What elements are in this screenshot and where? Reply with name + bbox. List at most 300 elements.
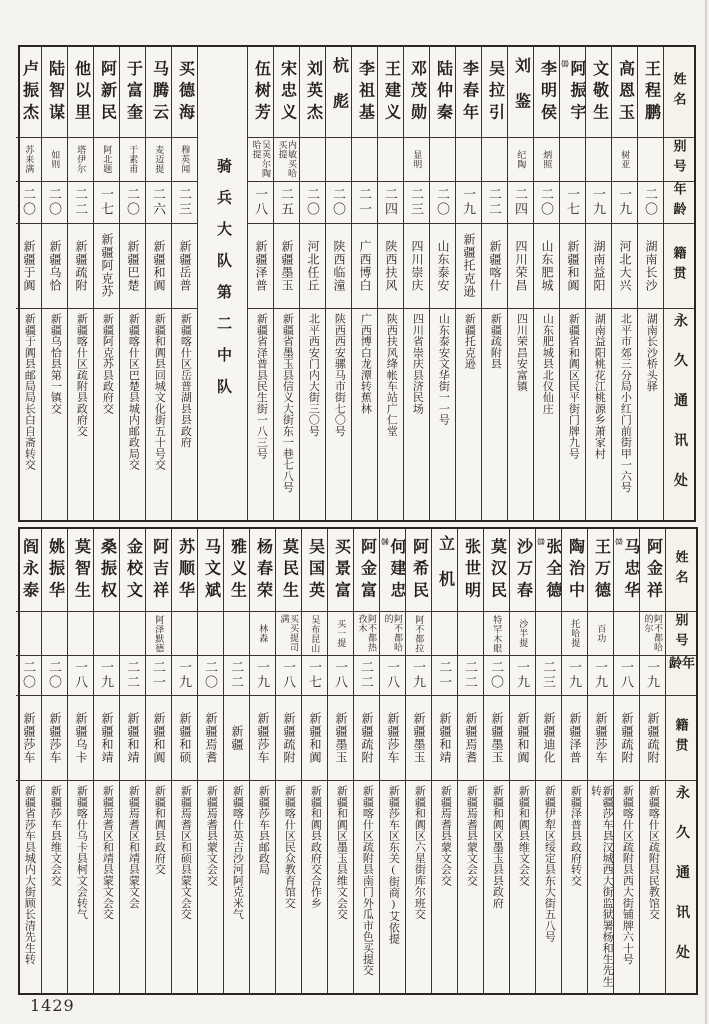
person-address: 新疆和阗区六星街库尔班交 bbox=[413, 784, 426, 920]
person-alias: 林森 bbox=[258, 624, 269, 644]
native-place-cell bbox=[560, 224, 585, 309]
name-cell bbox=[536, 529, 561, 612]
person-name: 阿新民 bbox=[98, 59, 116, 125]
person-age: 二〇 bbox=[125, 187, 140, 218]
alias-cell bbox=[404, 138, 429, 182]
name-cell bbox=[248, 47, 273, 138]
person-native-place: 河北任丘 bbox=[305, 239, 320, 292]
alias-cell bbox=[248, 138, 273, 182]
person-alias: 穆英闻 bbox=[180, 145, 191, 174]
person-name: 他以里 bbox=[72, 59, 90, 125]
native-place-cell bbox=[326, 224, 351, 309]
person-name: 买景富 bbox=[332, 537, 350, 603]
alias-cell bbox=[458, 612, 483, 656]
roster-column bbox=[198, 529, 224, 993]
roster-column bbox=[640, 529, 666, 993]
person-age: 二六 bbox=[151, 187, 166, 218]
name-cell bbox=[250, 529, 275, 612]
person-address: 新疆和阗县政府交 bbox=[153, 784, 166, 875]
roster-column bbox=[406, 529, 432, 993]
native-place-cell bbox=[562, 696, 587, 781]
person-native-place: 山东泰安 bbox=[435, 239, 450, 292]
name-cell bbox=[510, 529, 535, 612]
person-name: 马腾云 bbox=[150, 59, 168, 125]
address-cell bbox=[172, 309, 197, 520]
age-cell bbox=[326, 182, 351, 224]
name-cell bbox=[42, 47, 67, 138]
person-age: 一八 bbox=[385, 660, 400, 691]
roster-column bbox=[146, 529, 172, 993]
person-native-place: 新疆和靖 bbox=[99, 711, 114, 764]
person-alias: 托哈提 bbox=[570, 619, 581, 648]
alias-cell bbox=[274, 138, 299, 182]
person-native-place: 新疆莎车 bbox=[21, 711, 36, 764]
age-cell bbox=[432, 656, 457, 696]
header-address-cell bbox=[664, 309, 694, 520]
person-name: 张世明 bbox=[462, 537, 480, 603]
person-age: 二〇 bbox=[331, 187, 346, 218]
age-cell bbox=[638, 182, 663, 224]
person-address: 新疆疏附县 bbox=[489, 312, 502, 369]
address-cell bbox=[274, 309, 299, 520]
header-alias-label: 别号 bbox=[671, 139, 687, 180]
person-name: 何建忠 ⒁ bbox=[381, 537, 405, 603]
person-name: 吴拉引 bbox=[486, 59, 504, 125]
age-cell bbox=[302, 656, 327, 696]
address-cell bbox=[16, 309, 41, 520]
person-address: 新疆和阗县维文会交 bbox=[517, 784, 530, 886]
address-cell bbox=[16, 781, 41, 993]
native-place-cell bbox=[16, 224, 41, 309]
address-cell bbox=[352, 309, 377, 520]
header-alias-cell bbox=[666, 612, 696, 656]
native-place-cell bbox=[276, 696, 301, 781]
alias-cell bbox=[560, 138, 585, 182]
person-name: 莫智生 bbox=[72, 537, 90, 603]
address-cell bbox=[172, 781, 197, 993]
alias-cell bbox=[120, 612, 145, 656]
person-age: 一九 bbox=[645, 660, 660, 691]
age-cell bbox=[42, 656, 67, 696]
person-name: 阿金祥 bbox=[644, 537, 662, 603]
name-cell bbox=[68, 529, 93, 612]
person-alias: 沙半提 bbox=[518, 619, 529, 648]
address-cell bbox=[120, 309, 145, 520]
native-place-cell bbox=[68, 696, 93, 781]
alias-cell bbox=[456, 138, 481, 182]
person-name: 阿振宇 ⑾ bbox=[561, 59, 585, 125]
alias-cell bbox=[354, 612, 379, 656]
native-place-cell bbox=[248, 224, 273, 309]
alias-cell bbox=[508, 138, 533, 182]
person-address: 陕西扶风绛帐车站广仁堂 bbox=[385, 312, 398, 437]
person-native-place: 新疆和阗 bbox=[565, 239, 580, 292]
person-name: 马文斌 bbox=[202, 537, 220, 603]
alias-cell bbox=[534, 138, 559, 182]
address-cell bbox=[326, 309, 351, 520]
name-cell bbox=[16, 47, 41, 138]
person-address: 新疆托克逊 bbox=[463, 312, 476, 369]
name-cell bbox=[508, 47, 533, 138]
age-cell bbox=[534, 182, 559, 224]
header-age-label: 年龄 bbox=[667, 655, 695, 677]
person-native-place: 新疆泽普 bbox=[567, 711, 582, 764]
header-address-label: 永久通讯处 bbox=[674, 784, 689, 985]
person-native-place: 新疆和阗 bbox=[515, 711, 530, 764]
person-name: 沙万春 bbox=[514, 537, 532, 603]
column-headers bbox=[664, 47, 694, 520]
name-cell bbox=[146, 47, 171, 138]
header-native-label: 籍贯 bbox=[671, 245, 687, 286]
person-age: 一九 bbox=[461, 187, 476, 218]
native-place-cell bbox=[510, 696, 535, 781]
person-native-place: 山东肥城 bbox=[539, 239, 554, 292]
header-age-label: 年龄 bbox=[671, 182, 687, 223]
native-place-cell bbox=[378, 224, 403, 309]
person-name: 雅义生 bbox=[228, 537, 246, 603]
person-native-place: 湖南长沙 bbox=[643, 239, 658, 292]
person-age: 二二 bbox=[125, 660, 140, 691]
age-cell bbox=[352, 182, 377, 224]
roster-column bbox=[94, 47, 120, 520]
roster-column bbox=[482, 47, 508, 520]
person-native-place: 新疆墨玉 bbox=[489, 711, 504, 764]
alias-cell bbox=[94, 138, 119, 182]
person-native-place: 新疆墨玉 bbox=[333, 711, 348, 764]
person-age: 一九 bbox=[591, 187, 606, 218]
roster-column bbox=[508, 47, 534, 520]
age-cell bbox=[406, 656, 431, 696]
age-cell bbox=[42, 182, 67, 224]
person-age: 二二 bbox=[229, 660, 244, 691]
person-native-place: 广西博白 bbox=[357, 239, 372, 292]
age-cell bbox=[198, 656, 223, 696]
roster-column bbox=[274, 47, 300, 520]
native-place-cell bbox=[42, 224, 67, 309]
person-age: 二〇 bbox=[643, 187, 658, 218]
name-cell bbox=[172, 47, 197, 138]
person-address: 新疆焉耆县蒙文会交 bbox=[439, 784, 452, 886]
native-place-cell bbox=[534, 224, 559, 309]
person-alias: 吴布昆山 bbox=[310, 614, 321, 653]
person-native-place: 新疆焉耆 bbox=[203, 711, 218, 764]
header-age-cell bbox=[664, 182, 694, 224]
age-cell bbox=[328, 656, 353, 696]
person-native-place: 新疆和阗 bbox=[307, 711, 322, 764]
person-age: 二〇 bbox=[21, 187, 36, 218]
person-address: 湖南益阳桃花江桃源乡萧家村 bbox=[593, 312, 606, 459]
person-address: 新疆喀什区民众教育馆交 bbox=[283, 784, 296, 909]
name-cell bbox=[456, 47, 481, 138]
address-cell bbox=[586, 309, 611, 520]
person-alias: 内敏买哈买提 bbox=[277, 139, 297, 178]
age-cell bbox=[484, 656, 509, 696]
age-cell bbox=[404, 182, 429, 224]
age-cell bbox=[640, 656, 665, 696]
address-cell bbox=[378, 309, 403, 520]
address-cell bbox=[302, 781, 327, 993]
roster-column bbox=[248, 47, 274, 520]
person-address: 新疆省墨玉县信义大街东一巷七八号 bbox=[281, 312, 294, 493]
person-alias: 显明 bbox=[412, 150, 423, 169]
age-cell bbox=[588, 656, 613, 696]
name-cell bbox=[640, 529, 665, 612]
native-place-cell bbox=[458, 696, 483, 781]
alias-cell bbox=[302, 612, 327, 656]
name-cell bbox=[586, 47, 611, 138]
header-name-label: 姓名 bbox=[673, 549, 689, 591]
address-cell bbox=[198, 781, 223, 993]
alias-cell bbox=[146, 138, 171, 182]
person-native-place: 新疆阿克苏 bbox=[99, 233, 114, 299]
person-native-place: 四川崇庆 bbox=[409, 239, 424, 292]
age-cell bbox=[536, 656, 561, 696]
person-age: 二二 bbox=[73, 187, 88, 218]
person-age: 一九 bbox=[593, 660, 608, 691]
roster-column bbox=[432, 529, 458, 993]
name-cell bbox=[328, 529, 353, 612]
address-cell bbox=[68, 309, 93, 520]
roster-column bbox=[484, 529, 510, 993]
name-cell bbox=[120, 47, 145, 138]
name-cell bbox=[172, 529, 197, 612]
person-address: 新疆焉耆县蒙文会交 bbox=[465, 784, 478, 886]
person-name: 王万德 bbox=[592, 537, 610, 603]
name-cell bbox=[326, 47, 351, 138]
person-age: 一九 bbox=[617, 187, 632, 218]
person-age: 二一 bbox=[151, 660, 166, 691]
address-cell bbox=[432, 781, 457, 993]
address-cell bbox=[536, 781, 561, 993]
person-alias: 麦迈提 bbox=[154, 145, 165, 174]
roster-column bbox=[510, 529, 536, 993]
person-native-place: 新疆莎车 bbox=[385, 711, 400, 764]
native-place-cell bbox=[172, 224, 197, 309]
age-cell bbox=[586, 182, 611, 224]
native-place-cell bbox=[588, 696, 613, 781]
person-address: 新疆喀什区疏附县政府交 bbox=[75, 312, 88, 437]
person-native-place: 新疆和阗 bbox=[151, 239, 166, 292]
name-cell bbox=[302, 529, 327, 612]
roster-column bbox=[68, 529, 94, 993]
alias-cell bbox=[588, 612, 613, 656]
address-cell bbox=[456, 309, 481, 520]
person-address: 山东泰安文华街一一号 bbox=[437, 312, 450, 425]
native-place-cell bbox=[94, 224, 119, 309]
address-cell bbox=[510, 781, 535, 993]
footnote-mark: ⒁ bbox=[381, 537, 389, 545]
alias-cell bbox=[510, 612, 535, 656]
person-name: 莫民生 bbox=[280, 537, 298, 603]
alias-cell bbox=[146, 612, 171, 656]
roster-column bbox=[614, 529, 640, 993]
person-name: 邓茂勋 bbox=[408, 59, 426, 125]
address-cell bbox=[562, 781, 587, 993]
native-place-cell bbox=[68, 224, 93, 309]
person-name: 李明侯 bbox=[538, 59, 556, 125]
person-name: 金校文 bbox=[124, 537, 142, 603]
roster-column bbox=[172, 529, 198, 993]
person-name: 王程鹏 bbox=[642, 59, 660, 125]
person-address: 新疆和阗区墨玉县维文会交 bbox=[335, 784, 348, 920]
name-cell bbox=[378, 47, 403, 138]
person-address: 新疆和阗区墨玉县县政府 bbox=[491, 784, 504, 909]
age-cell bbox=[248, 182, 273, 224]
roster-column bbox=[430, 47, 456, 520]
age-cell bbox=[146, 656, 171, 696]
address-cell bbox=[614, 781, 639, 993]
address-cell bbox=[42, 309, 67, 520]
name-cell bbox=[354, 529, 379, 612]
native-place-cell bbox=[380, 696, 405, 781]
native-place-cell bbox=[404, 224, 429, 309]
name-cell bbox=[274, 47, 299, 138]
name-cell bbox=[94, 529, 119, 612]
alias-cell bbox=[612, 138, 637, 182]
header-address-label: 永久通讯处 bbox=[672, 312, 687, 513]
alias-cell bbox=[42, 612, 67, 656]
person-native-place: 新疆托克逊 bbox=[461, 233, 476, 299]
person-native-place: 新疆疏附 bbox=[281, 711, 296, 764]
alias-cell bbox=[16, 138, 41, 182]
person-native-place: 新疆乌卡 bbox=[73, 711, 88, 764]
roster-column bbox=[456, 47, 482, 520]
roster-column bbox=[536, 529, 562, 993]
person-alias: 纪陶 bbox=[516, 150, 527, 169]
person-native-place: 新疆和靖 bbox=[125, 711, 140, 764]
age-cell bbox=[482, 182, 507, 224]
person-age: 一九 bbox=[411, 660, 426, 691]
person-address: 新疆泽普县政府转交 bbox=[569, 784, 582, 886]
person-name: 陆仲秦 bbox=[434, 59, 452, 125]
roster-column bbox=[612, 47, 638, 520]
address-cell bbox=[94, 781, 119, 993]
person-native-place: 新疆墨玉 bbox=[411, 711, 426, 764]
alias-cell bbox=[120, 138, 145, 182]
address-cell bbox=[94, 309, 119, 520]
native-place-cell bbox=[16, 696, 41, 781]
person-age: 二〇 bbox=[489, 660, 504, 691]
person-address: 北平市郊三分局小红门前街甲一六号 bbox=[619, 312, 632, 493]
person-name: 陶治中 bbox=[566, 537, 584, 603]
alias-cell bbox=[42, 138, 67, 182]
person-alias: 阿不都哈的尔 bbox=[643, 613, 663, 652]
address-cell bbox=[328, 781, 353, 993]
person-address: 新疆喀什区疏附县南门外瓜市色买提交 bbox=[361, 784, 374, 976]
person-address: 新疆喀什区疏附县西大街铺牌六十号 bbox=[621, 784, 634, 965]
person-address: 新疆焉耆区和靖县蒙文会交 bbox=[101, 784, 114, 920]
native-place-cell bbox=[120, 224, 145, 309]
person-name: 刘英杰 bbox=[304, 59, 322, 125]
roster-column bbox=[42, 529, 68, 993]
age-cell bbox=[430, 182, 455, 224]
native-place-cell bbox=[274, 224, 299, 309]
age-cell bbox=[68, 182, 93, 224]
person-age: 二五 bbox=[279, 187, 294, 218]
person-address: 新疆喀什英吉沙河阿克米气 bbox=[231, 784, 244, 920]
alias-cell bbox=[68, 612, 93, 656]
header-native-label: 籍贯 bbox=[673, 717, 689, 758]
address-cell bbox=[406, 781, 431, 993]
person-native-place: 新疆和硕 bbox=[177, 711, 192, 764]
roster-table-top bbox=[18, 45, 696, 522]
person-native-place: 陕西扶风 bbox=[383, 239, 398, 292]
address-cell bbox=[484, 781, 509, 993]
person-native-place: 河北大兴 bbox=[617, 239, 632, 292]
person-alias: 阿不都热孜木 bbox=[357, 613, 377, 652]
person-address: 新疆莎车区东关(街商)艾依提 bbox=[387, 784, 400, 944]
native-place-cell bbox=[94, 696, 119, 781]
native-place-cell bbox=[536, 696, 561, 781]
person-name: 杭彪 bbox=[330, 56, 348, 128]
age-cell bbox=[612, 182, 637, 224]
roster-column bbox=[378, 47, 404, 520]
person-age: 二二 bbox=[463, 660, 478, 691]
name-cell bbox=[94, 47, 119, 138]
person-age: 一八 bbox=[619, 660, 634, 691]
alias-cell bbox=[638, 138, 663, 182]
person-alias: 吴英尔陶哈提 bbox=[251, 139, 271, 178]
person-name: 姚振华 bbox=[46, 537, 64, 603]
person-name: 张全德 ⒀ bbox=[537, 537, 561, 603]
header-name-label: 姓名 bbox=[671, 71, 687, 113]
age-cell bbox=[456, 182, 481, 224]
person-native-place: 新疆疏附 bbox=[73, 239, 88, 292]
address-cell bbox=[146, 309, 171, 520]
person-name: 桑振权 bbox=[98, 537, 116, 603]
person-age: 二〇 bbox=[21, 660, 36, 691]
roster-column bbox=[146, 47, 172, 520]
roster-column bbox=[458, 529, 484, 993]
native-place-cell bbox=[146, 696, 171, 781]
name-cell bbox=[588, 529, 613, 612]
person-age: 二一 bbox=[437, 660, 452, 691]
person-name: 阿希民 bbox=[410, 537, 428, 603]
alias-cell bbox=[16, 612, 41, 656]
roster-column bbox=[638, 47, 664, 520]
name-cell bbox=[198, 529, 223, 612]
native-place-cell bbox=[198, 696, 223, 781]
person-name: 卢振杰 bbox=[20, 59, 38, 125]
person-native-place: 新疆岳普 bbox=[177, 239, 192, 292]
person-native-place: 新疆和阗 bbox=[151, 711, 166, 764]
person-age: 二〇 bbox=[305, 187, 320, 218]
header-address-cell bbox=[666, 781, 696, 993]
address-cell bbox=[612, 309, 637, 520]
person-name: 陆智谋 bbox=[46, 59, 64, 125]
person-native-place: 新疆莎车 bbox=[255, 711, 270, 764]
address-cell bbox=[42, 781, 67, 993]
native-place-cell bbox=[640, 696, 665, 781]
age-cell bbox=[120, 182, 145, 224]
native-place-cell bbox=[352, 224, 377, 309]
person-name: 伍树芳 bbox=[252, 59, 270, 125]
person-address: 新疆莎车县汉城西大街监狱署杨和生先生转 bbox=[589, 784, 613, 987]
person-age: 二〇 bbox=[203, 660, 218, 691]
native-place-cell bbox=[484, 696, 509, 781]
native-place-cell bbox=[456, 224, 481, 309]
address-cell bbox=[404, 309, 429, 520]
person-alias: 阿泽默德 bbox=[154, 614, 165, 653]
alias-cell bbox=[300, 138, 325, 182]
roster-column bbox=[300, 47, 326, 520]
person-age: 二三 bbox=[177, 187, 192, 218]
roster-column bbox=[326, 47, 352, 520]
person-alias: 如则 bbox=[50, 150, 61, 169]
age-cell bbox=[560, 182, 585, 224]
person-address: 新疆莎车县维文会交 bbox=[49, 784, 62, 886]
roster-table-bottom bbox=[18, 527, 698, 995]
